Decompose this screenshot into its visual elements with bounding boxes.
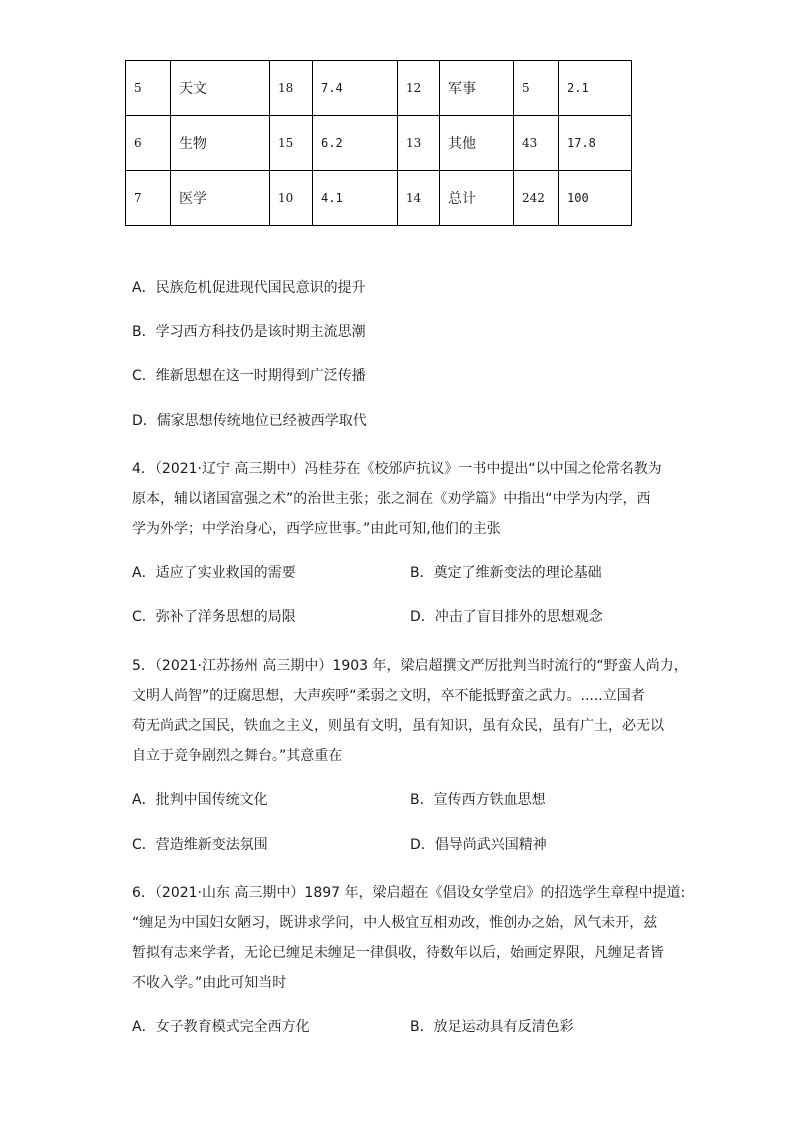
table-cell: 242: [514, 171, 559, 226]
q6-option-a[interactable]: A．女子教育模式完全西方化: [132, 1019, 310, 1035]
q4-stem-line: 4．（2021·辽宁 高三期中）冯桂芬在《校邠庐抗议》一书中提出“以中国之伦常名教为: [132, 461, 662, 477]
q3-option-d[interactable]: D．儒家思想传统地位已经被西学取代: [132, 413, 367, 429]
q5-option-c[interactable]: C．营造维新变法氛围: [132, 837, 268, 853]
table-cell: 天文: [171, 61, 270, 116]
q6-option-b[interactable]: B．放足运动具有反清色彩: [410, 1019, 574, 1035]
table-cell: 18: [270, 61, 313, 116]
table-cell: 14: [398, 171, 440, 226]
q4-option-c[interactable]: C．弥补了洋务思想的局限: [132, 609, 296, 625]
q6-stem-line: 暂拟有志来学者，无论已缠足未缠足一律俱收，待数年以后，始画定界限，凡缠足者皆: [132, 945, 664, 961]
table-cell: 其他: [440, 116, 514, 171]
q6-stem-line: “缠足为中国妇女陋习，既讲求学问，中人极宜互相劝改，惟创办之始，风气未开，兹: [132, 915, 658, 931]
table-cell: 6: [126, 116, 171, 171]
table-cell: 总计: [440, 171, 514, 226]
q3-option-b[interactable]: B．学习西方科技仍是该时期主流思潮: [132, 324, 366, 340]
q5-option-a[interactable]: A．批判中国传统文化: [132, 792, 268, 808]
q5-stem-line: 5．（2021·江苏扬州 高三期中）1903 年，梁启超撰文严厉批判当时流行的“野蛮人尚力，: [132, 658, 688, 674]
q5-stem-line: 文明人尚智”的迂腐思想，大声疾呼“柔弱之文明，卒不能抵野蛮之武力。.....立国者: [132, 688, 645, 704]
q5-stem: [132, 651, 688, 771]
table-cell: 5: [126, 61, 171, 116]
q3-option-a[interactable]: A．民族危机促进现代国民意识的提升: [132, 280, 366, 296]
q4-option-b[interactable]: B．奠定了维新变法的理论基础: [410, 565, 602, 581]
q6-stem-line: 不收入学。”由此可知当时: [132, 975, 287, 991]
q4-stem: [132, 454, 662, 544]
q4-stem-line: 原本，辅以诸国富强之术”的治世主张；张之洞在《劝学篇》中指出“中学为内学，西: [132, 491, 651, 507]
q5-stem-line: 自立于竞争剧烈之舞台。”其意重在: [132, 748, 343, 764]
table-cell: 10: [270, 171, 313, 226]
table-row: [126, 116, 632, 171]
q5-option-b[interactable]: B．宣传西方铁血思想: [410, 792, 546, 808]
table-cell: 100: [559, 171, 632, 226]
q6-stem: [132, 878, 686, 998]
table-cell: 15: [270, 116, 313, 171]
table-row: [126, 171, 632, 226]
table-cell: 4.1: [313, 171, 398, 226]
table-cell: 5: [514, 61, 559, 116]
q5-option-d[interactable]: D．倡导尚武兴国精神: [410, 837, 547, 853]
q4-stem-line: 学为外学；中学治身心，西学应世事。”由此可知,他们的主张: [132, 521, 501, 537]
q5-stem-line: 苟无尚武之国民，铁血之主义，则虽有文明，虽有知识，虽有众民，虽有广土，必无以: [132, 718, 664, 734]
q4-option-d[interactable]: D．冲击了盲目排外的思想观念: [410, 609, 603, 625]
q6-stem-line: 6．（2021·山东 高三期中）1897 年，梁启超在《倡设女学堂启》的招选学生章程中提道:: [132, 885, 686, 901]
table-cell: 7.4: [313, 61, 398, 116]
table-row: [126, 61, 632, 116]
table-cell: 医学: [171, 171, 270, 226]
table-cell: 2.1: [559, 61, 632, 116]
table-cell: 13: [398, 116, 440, 171]
table-cell: 6.2: [313, 116, 398, 171]
table-cell: 17.8: [559, 116, 632, 171]
table-cell: 军事: [440, 61, 514, 116]
table-cell: 7: [126, 171, 171, 226]
table-cell: 43: [514, 116, 559, 171]
table-cell: 生物: [171, 116, 270, 171]
q4-option-a[interactable]: A．适应了实业救国的需要: [132, 565, 296, 581]
table-cell: 12: [398, 61, 440, 116]
q3-option-c[interactable]: C．维新思想在这一时期得到广泛传播: [132, 368, 366, 384]
statistics-table: [125, 60, 632, 226]
